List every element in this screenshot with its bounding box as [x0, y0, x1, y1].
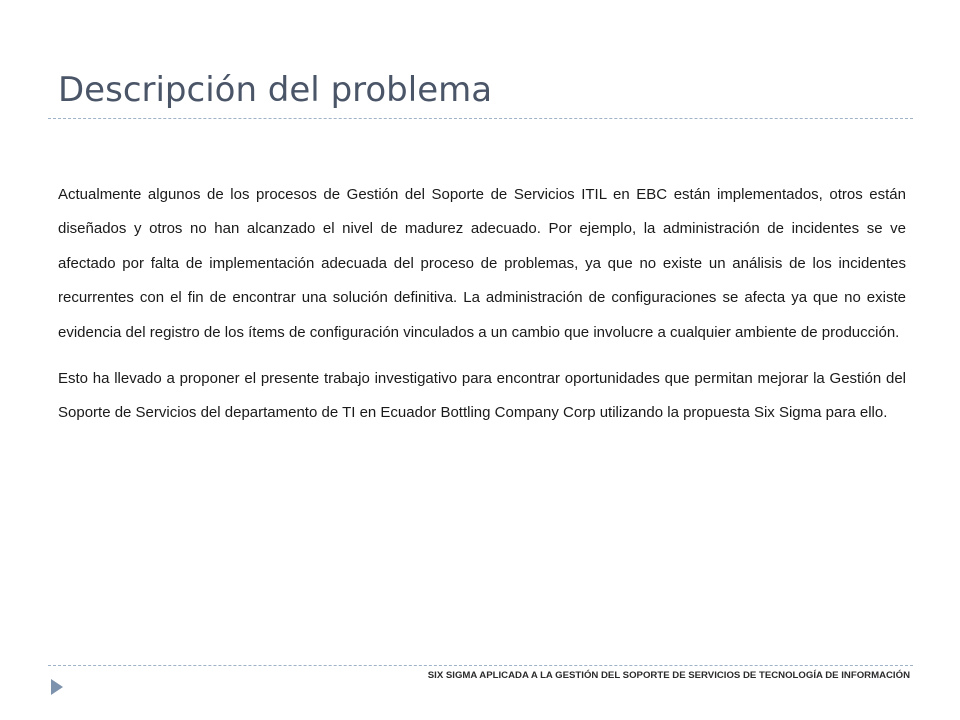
title-divider — [48, 118, 913, 119]
footer-divider — [48, 665, 913, 666]
body-paragraph-1: Actualmente algunos de los procesos de Gestión del Soporte de Servicios ITIL en EBC están implementados, otros están diseñados y otros no han alcanzado el nivel de madurez adecuado. Por ejemplo, la administración de incidentes se ve afectado por falta de implementación adecuada del proceso de problemas, ya que no existe un análisis de los incidentes recurrentes con el fin de encontrar una solución definitiva. La administración de configuraciones se afecta ya que no existe evidencia del registro de los ítems de configuración vinculados a un cambio que involucre a cualquier ambiente de producción. — [58, 186, 906, 341]
body-paragraph-2: Esto ha llevado a proponer el presente trabajo investigativo para encontrar oportunidades que permitan mejorar la Gestión del Soporte de Servicios del departamento de TI en Ecuador Bottling Company Corp utilizando la propuesta Six Sigma para ello. — [58, 370, 906, 422]
footer-caption: SIX SIGMA APLICADA A LA GESTIÓN DEL SOPORTE DE SERVICIOS DE TECNOLOGÍA DE INFORMACIÓN — [427, 670, 910, 681]
slide-title: Descripción del problema — [58, 70, 493, 110]
triangle-right-icon — [50, 678, 64, 696]
slide-body — [58, 178, 906, 431]
